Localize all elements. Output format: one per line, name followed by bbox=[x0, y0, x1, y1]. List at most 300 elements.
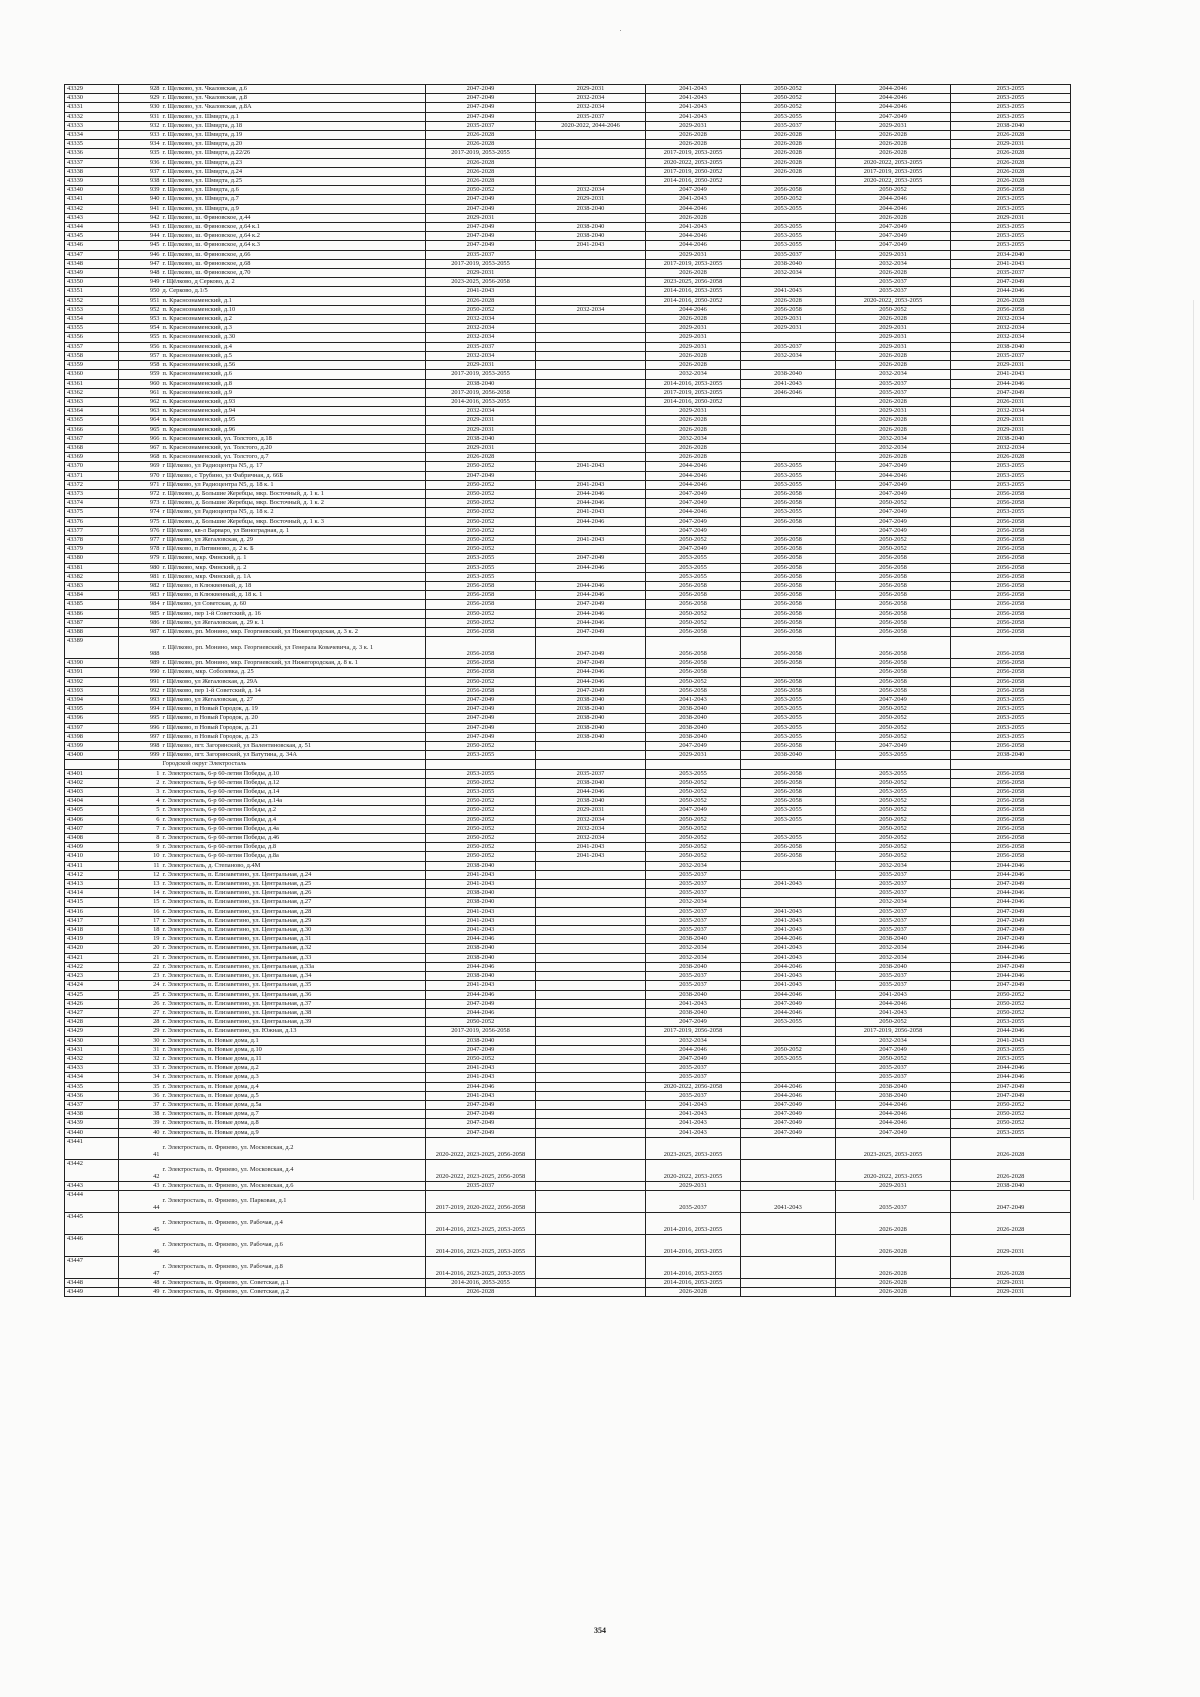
period-5: 2044-2046 bbox=[836, 1119, 951, 1128]
period-2 bbox=[536, 907, 646, 916]
period-6: 2026-2028 bbox=[951, 158, 1071, 167]
period-1: 2041-2043 bbox=[426, 916, 536, 925]
period-1: 2050-2052 bbox=[426, 489, 536, 498]
period-3: 2026-2028 bbox=[646, 315, 741, 324]
period-6: 2056-2058 bbox=[951, 778, 1071, 787]
period-2: 2041-2043 bbox=[536, 852, 646, 861]
period-6: 2056-2058 bbox=[951, 852, 1071, 861]
period-1: 2056-2058 bbox=[426, 686, 536, 695]
period-1: 2041-2043 bbox=[426, 926, 536, 935]
period-3: 2047-2049 bbox=[646, 489, 741, 498]
period-4: 2053-2055 bbox=[741, 815, 836, 824]
row-id: 43344 bbox=[65, 223, 119, 232]
row-address: г. Электросталь, п. Елизаветино, ул. Центральная, д.31 bbox=[161, 935, 426, 944]
period-4: 2035-2037 bbox=[741, 342, 836, 351]
period-1: 2047-2049 bbox=[426, 696, 536, 705]
row-number: 11 bbox=[119, 861, 161, 870]
row-address: п. Краснознаменский, ул. Толстого, д.7 bbox=[161, 453, 426, 462]
row-number: 988 bbox=[119, 637, 161, 659]
period-6: 2026-2028 bbox=[951, 177, 1071, 186]
period-5: 2056-2058 bbox=[836, 637, 951, 659]
period-2: 2038-2040 bbox=[536, 797, 646, 806]
period-6: 2056-2058 bbox=[951, 499, 1071, 508]
period-1: 2014-2016, 2053-2055 bbox=[426, 397, 536, 406]
row-address: г Щёлково, ул Советская, д. 60 bbox=[161, 600, 426, 609]
period-2 bbox=[536, 149, 646, 158]
period-1: 2050-2052 bbox=[426, 1054, 536, 1063]
period-4: 2053-2055 bbox=[741, 112, 836, 121]
row-number: 978 bbox=[119, 545, 161, 554]
period-4: 2053-2055 bbox=[741, 480, 836, 489]
period-5: 2050-2052 bbox=[836, 824, 951, 833]
period-4: 2056-2058 bbox=[741, 852, 836, 861]
period-4 bbox=[741, 453, 836, 462]
period-4: 2056-2058 bbox=[741, 609, 836, 618]
period-1: 2014-2016, 2023-2025, 2053-2055 bbox=[426, 1234, 536, 1256]
row-id: 43427 bbox=[65, 1008, 119, 1017]
period-5: 2050-2052 bbox=[836, 535, 951, 544]
period-6: 2056-2058 bbox=[951, 824, 1071, 833]
table-row bbox=[65, 659, 1071, 668]
period-1: 2050-2052 bbox=[426, 834, 536, 843]
period-1: 2047-2049 bbox=[426, 723, 536, 732]
period-6: 2053-2055 bbox=[951, 1018, 1071, 1027]
period-6: 2056-2058 bbox=[951, 815, 1071, 824]
row-address: г. Электросталь, п. Новые дома, д.8 bbox=[161, 1119, 426, 1128]
row-address: п. Краснознаменский, д.6 bbox=[161, 370, 426, 379]
row-address: г. Щёлково, мкр. Соболевка, д. 25 bbox=[161, 668, 426, 677]
row-number: 945 bbox=[119, 241, 161, 250]
row-number: 32 bbox=[119, 1054, 161, 1063]
period-1: 2029-2031 bbox=[426, 213, 536, 222]
table-row bbox=[65, 1128, 1071, 1137]
period-4: 2026-2028 bbox=[741, 149, 836, 158]
period-6: 2047-2049 bbox=[951, 935, 1071, 944]
row-number: 948 bbox=[119, 269, 161, 278]
period-4 bbox=[741, 889, 836, 898]
period-6: 2056-2058 bbox=[951, 186, 1071, 195]
period-5: 2017-2019, 2056-2058 bbox=[836, 1027, 951, 1036]
period-6: 2056-2058 bbox=[951, 563, 1071, 572]
row-number: 951 bbox=[119, 296, 161, 305]
row-id: 43362 bbox=[65, 388, 119, 397]
period-1: 2047-2049 bbox=[426, 1110, 536, 1119]
period-6: 2053-2055 bbox=[951, 85, 1071, 94]
row-id: 43449 bbox=[65, 1288, 119, 1297]
period-5: 2035-2037 bbox=[836, 926, 951, 935]
period-1: 2041-2043 bbox=[426, 287, 536, 296]
period-4 bbox=[741, 177, 836, 186]
period-2 bbox=[536, 269, 646, 278]
row-address: г Щёлково, ул Жегаловская, д. 29А bbox=[161, 677, 426, 686]
period-3: 2035-2037 bbox=[646, 880, 741, 889]
period-3: 2041-2043 bbox=[646, 696, 741, 705]
period-1: 2047-2049 bbox=[426, 999, 536, 1008]
period-1: 2038-2040 bbox=[426, 434, 536, 443]
period-1: 2041-2043 bbox=[426, 1064, 536, 1073]
row-number: 930 bbox=[119, 103, 161, 112]
period-4: 2053-2055 bbox=[741, 508, 836, 517]
period-5: 2035-2037 bbox=[836, 907, 951, 916]
row-id: 43409 bbox=[65, 843, 119, 852]
period-4: 2056-2058 bbox=[741, 554, 836, 563]
row-address: г. Электросталь, 6-р 60-летия Победы, д.12 bbox=[161, 778, 426, 787]
period-4: 2032-2034 bbox=[741, 351, 836, 360]
table-row bbox=[65, 880, 1071, 889]
period-5: 2026-2028 bbox=[836, 269, 951, 278]
table-row bbox=[65, 935, 1071, 944]
table-row bbox=[65, 686, 1071, 695]
period-5: 2053-2055 bbox=[836, 769, 951, 778]
table-row bbox=[65, 1054, 1071, 1063]
period-5: 2038-2040 bbox=[836, 935, 951, 944]
table-row bbox=[65, 834, 1071, 843]
period-5: 2029-2031 bbox=[836, 250, 951, 259]
period-1: 2056-2058 bbox=[426, 668, 536, 677]
period-6: 2056-2058 bbox=[951, 659, 1071, 668]
period-6: 2056-2058 bbox=[951, 535, 1071, 544]
period-3: 2047-2049 bbox=[646, 545, 741, 554]
period-2: 2044-2046 bbox=[536, 517, 646, 526]
table-row bbox=[65, 797, 1071, 806]
period-3: 2014-2016, 2050-2052 bbox=[646, 397, 741, 406]
table-row bbox=[65, 981, 1071, 990]
row-id: 43434 bbox=[65, 1073, 119, 1082]
period-3: 2053-2055 bbox=[646, 572, 741, 581]
period-1: 2050-2052 bbox=[426, 852, 536, 861]
row-address: г. Электросталь, п. Новые дома, д.11 bbox=[161, 1054, 426, 1063]
table-row bbox=[65, 499, 1071, 508]
row-number: 43 bbox=[119, 1181, 161, 1190]
row-address: г. Щелково, ул. Шмидта, д.18 bbox=[161, 121, 426, 130]
row-number: 986 bbox=[119, 618, 161, 627]
period-6: 2053-2055 bbox=[951, 112, 1071, 121]
period-5: 2029-2031 bbox=[836, 324, 951, 333]
row-number: 970 bbox=[119, 471, 161, 480]
period-2: 2038-2040 bbox=[536, 204, 646, 213]
row-number: 1 bbox=[119, 769, 161, 778]
period-4: 2041-2043 bbox=[741, 944, 836, 953]
period-5: 2020-2022, 2053-2055 bbox=[836, 177, 951, 186]
row-number: 952 bbox=[119, 305, 161, 314]
period-2: 2029-2031 bbox=[536, 806, 646, 815]
row-number: 980 bbox=[119, 563, 161, 572]
table-row bbox=[65, 916, 1071, 925]
row-id: 43404 bbox=[65, 797, 119, 806]
table-row bbox=[65, 278, 1071, 287]
row-address: г. Щёлково, мкр. Финский, д. 1А bbox=[161, 572, 426, 581]
table-row bbox=[65, 223, 1071, 232]
period-5: 2035-2037 bbox=[836, 379, 951, 388]
row-id: 43380 bbox=[65, 554, 119, 563]
period-3: 2014-2016, 2053-2055 bbox=[646, 1212, 741, 1234]
period-3: 2017-2019, 2053-2055 bbox=[646, 149, 741, 158]
row-address: г. Электросталь, 6-р 60-летия Победы, д.8а bbox=[161, 852, 426, 861]
row-number: 933 bbox=[119, 131, 161, 140]
period-6: 2038-2040 bbox=[951, 1181, 1071, 1190]
period-3: 2047-2049 bbox=[646, 1018, 741, 1027]
period-5: 2050-2052 bbox=[836, 778, 951, 787]
row-number: 934 bbox=[119, 140, 161, 149]
period-1: 2038-2040 bbox=[426, 861, 536, 870]
row-id: 43366 bbox=[65, 425, 119, 434]
period-4: 2041-2043 bbox=[741, 953, 836, 962]
table-row bbox=[65, 324, 1071, 333]
row-number: 969 bbox=[119, 462, 161, 471]
period-3: 2023-2025, 2056-2058 bbox=[646, 278, 741, 287]
period-4: 2053-2055 bbox=[741, 223, 836, 232]
period-2: 2044-2046 bbox=[536, 489, 646, 498]
period-3: 2050-2052 bbox=[646, 778, 741, 787]
period-2: 2044-2046 bbox=[536, 668, 646, 677]
row-address: г. Электросталь, п. Фрязево, ул. Рабочая, д.4 bbox=[161, 1212, 426, 1234]
period-3: 2041-2043 bbox=[646, 195, 741, 204]
row-number: 971 bbox=[119, 480, 161, 489]
period-1: 2017-2019, 2020-2022, 2056-2058 bbox=[426, 1190, 536, 1212]
row-address: г Щёлково, пгт. Загорянский, ул Валентиновская, д. 51 bbox=[161, 742, 426, 751]
period-3: 2026-2028 bbox=[646, 213, 741, 222]
row-id: 43391 bbox=[65, 668, 119, 677]
period-5: 2026-2028 bbox=[836, 1234, 951, 1256]
period-3: 2035-2037 bbox=[646, 870, 741, 879]
row-address: г Щёлково, с Трубино, ул Фабричная, д. 66Б bbox=[161, 471, 426, 480]
row-id: 43364 bbox=[65, 407, 119, 416]
row-address: п. Краснознаменский, д.56 bbox=[161, 361, 426, 370]
period-5: 2035-2037 bbox=[836, 1073, 951, 1082]
period-6: 2056-2058 bbox=[951, 526, 1071, 535]
period-6: 2053-2055 bbox=[951, 508, 1071, 517]
period-4: 2056-2058 bbox=[741, 600, 836, 609]
period-1: 2014-2016, 2053-2055 bbox=[426, 1278, 536, 1287]
period-6: 2044-2046 bbox=[951, 287, 1071, 296]
row-id: 43368 bbox=[65, 443, 119, 452]
table-row bbox=[65, 627, 1071, 636]
period-4: 2056-2058 bbox=[741, 305, 836, 314]
period-2 bbox=[536, 572, 646, 581]
period-6: 2032-2034 bbox=[951, 324, 1071, 333]
period-5: 2038-2040 bbox=[836, 1082, 951, 1091]
period-5: 2035-2037 bbox=[836, 972, 951, 981]
period-1: 2026-2028 bbox=[426, 140, 536, 149]
table-row bbox=[65, 1181, 1071, 1190]
period-2: 2032-2034 bbox=[536, 834, 646, 843]
period-2 bbox=[536, 1190, 646, 1212]
table-row bbox=[65, 351, 1071, 360]
row-address: г. Щёлково, рп. Монино, мкр. Георгиевский, ул Генерала Ковачевича, д. 3 к. 1 bbox=[161, 637, 426, 659]
period-3: 2032-2034 bbox=[646, 1036, 741, 1045]
table-row bbox=[65, 462, 1071, 471]
period-3: 2026-2028 bbox=[646, 131, 741, 140]
period-3: 2014-2016, 2053-2055 bbox=[646, 379, 741, 388]
period-1: 2038-2040 bbox=[426, 953, 536, 962]
period-3: 2038-2040 bbox=[646, 732, 741, 741]
period-6: 2056-2058 bbox=[951, 668, 1071, 677]
period-4: 2053-2055 bbox=[741, 232, 836, 241]
period-3: 2020-2022, 2053-2055 bbox=[646, 1159, 741, 1181]
row-id: 43436 bbox=[65, 1091, 119, 1100]
period-3: 2026-2028 bbox=[646, 425, 741, 434]
period-2 bbox=[536, 999, 646, 1008]
row-id: 43387 bbox=[65, 618, 119, 627]
period-6: 2053-2055 bbox=[951, 204, 1071, 213]
period-4: 2047-2049 bbox=[741, 1128, 836, 1137]
period-1: 2029-2031 bbox=[426, 361, 536, 370]
row-number: 950 bbox=[119, 287, 161, 296]
period-4: 2056-2058 bbox=[741, 778, 836, 787]
row-address: п. Краснознаменский, д.10 bbox=[161, 305, 426, 314]
table-row bbox=[65, 926, 1071, 935]
row-number: 24 bbox=[119, 981, 161, 990]
period-4 bbox=[741, 526, 836, 535]
row-id: 43329 bbox=[65, 85, 119, 94]
row-address: г. Электросталь, п. Фрязево, ул. Советская, д.2 bbox=[161, 1288, 426, 1297]
row-number: 48 bbox=[119, 1278, 161, 1287]
row-address: г. Электросталь, п. Новые дома, д.4 bbox=[161, 1082, 426, 1091]
period-2: 2029-2031 bbox=[536, 85, 646, 94]
period-2: 2047-2049 bbox=[536, 686, 646, 695]
period-6: 2053-2055 bbox=[951, 1045, 1071, 1054]
period-3: 2026-2028 bbox=[646, 140, 741, 149]
period-1: 2014-2016, 2023-2025, 2053-2055 bbox=[426, 1212, 536, 1234]
period-4 bbox=[741, 1137, 836, 1159]
period-2 bbox=[536, 250, 646, 259]
period-3: 2050-2052 bbox=[646, 834, 741, 843]
period-2 bbox=[536, 1036, 646, 1045]
period-6: 2026-2028 bbox=[951, 1256, 1071, 1278]
row-id: 43361 bbox=[65, 379, 119, 388]
period-6: 2026-2031 bbox=[951, 397, 1071, 406]
period-5: 2047-2049 bbox=[836, 489, 951, 498]
period-4: 2044-2046 bbox=[741, 962, 836, 971]
table-row bbox=[65, 600, 1071, 609]
period-6: 2044-2046 bbox=[951, 861, 1071, 870]
row-address: г. Щёлково, рп. Монино, мкр. Георгиевский, ул Нижегородская, д. 3 к. 2 bbox=[161, 627, 426, 636]
row-address: д. Серково, д.1/5 bbox=[161, 287, 426, 296]
period-2 bbox=[536, 315, 646, 324]
row-id: 43354 bbox=[65, 315, 119, 324]
period-5: 2035-2037 bbox=[836, 1190, 951, 1212]
period-1: 2053-2055 bbox=[426, 572, 536, 581]
period-6: 2053-2055 bbox=[951, 223, 1071, 232]
period-4: 2041-2043 bbox=[741, 916, 836, 925]
row-number: 941 bbox=[119, 204, 161, 213]
table-row bbox=[65, 149, 1071, 158]
row-number: 30 bbox=[119, 1036, 161, 1045]
period-1: 2026-2028 bbox=[426, 158, 536, 167]
row-address: г. Щёлково, мкр. Финский, д. 1 bbox=[161, 554, 426, 563]
row-address: г. Щелково, ул. Шмидта, д.24 bbox=[161, 167, 426, 176]
period-1: 2056-2058 bbox=[426, 637, 536, 659]
period-2 bbox=[536, 1119, 646, 1128]
table-row bbox=[65, 305, 1071, 314]
table-row bbox=[65, 944, 1071, 953]
period-4: 2032-2034 bbox=[741, 269, 836, 278]
period-5: 2047-2049 bbox=[836, 1045, 951, 1054]
period-4: 2056-2058 bbox=[741, 788, 836, 797]
row-number: 16 bbox=[119, 907, 161, 916]
period-3: 2017-2019, 2056-2058 bbox=[646, 1027, 741, 1036]
row-id: 43348 bbox=[65, 259, 119, 268]
period-2: 2035-2037 bbox=[536, 112, 646, 121]
row-address: г Щёлково, п Новый Городок, д. 23 bbox=[161, 732, 426, 741]
row-number: 954 bbox=[119, 324, 161, 333]
period-1: 2053-2055 bbox=[426, 554, 536, 563]
period-1: 2047-2049 bbox=[426, 85, 536, 94]
period-2 bbox=[536, 167, 646, 176]
row-number: 996 bbox=[119, 723, 161, 732]
row-address: г. Электросталь, п. Фрязево, ул. Советская, д.1 bbox=[161, 1278, 426, 1287]
period-5: 2029-2031 bbox=[836, 121, 951, 130]
period-4 bbox=[741, 278, 836, 287]
row-address: г. Электросталь, п. Елизаветино, ул. Центральная, д.32 bbox=[161, 944, 426, 953]
period-4: 2035-2037 bbox=[741, 121, 836, 130]
table-row bbox=[65, 443, 1071, 452]
period-1: 2056-2058 bbox=[426, 581, 536, 590]
period-4 bbox=[741, 443, 836, 452]
period-6: 2047-2049 bbox=[951, 1190, 1071, 1212]
row-id: 43438 bbox=[65, 1110, 119, 1119]
period-6: 2053-2055 bbox=[951, 723, 1071, 732]
period-5: 2044-2046 bbox=[836, 103, 951, 112]
row-address: г. Электросталь, п. Фрязево, ул. Московская, д.4 bbox=[161, 1159, 426, 1181]
period-3: 2056-2058 bbox=[646, 581, 741, 590]
period-3: 2032-2034 bbox=[646, 370, 741, 379]
row-number: 931 bbox=[119, 112, 161, 121]
table-row bbox=[65, 508, 1071, 517]
period-6: 2053-2055 bbox=[951, 241, 1071, 250]
period-5: 2026-2028 bbox=[836, 315, 951, 324]
row-address: г. Электросталь, 6-р 60-летия Победы, д.46 bbox=[161, 834, 426, 843]
row-number: 13 bbox=[119, 880, 161, 889]
period-2: 2038-2040 bbox=[536, 232, 646, 241]
row-id: 43341 bbox=[65, 195, 119, 204]
period-1: 2056-2058 bbox=[426, 600, 536, 609]
period-4: 2047-2049 bbox=[741, 1100, 836, 1109]
period-2 bbox=[536, 1073, 646, 1082]
period-3: 2056-2058 bbox=[646, 659, 741, 668]
period-4: 2053-2055 bbox=[741, 705, 836, 714]
period-6: 2044-2046 bbox=[951, 972, 1071, 981]
table-row bbox=[65, 778, 1071, 787]
row-number: 26 bbox=[119, 999, 161, 1008]
period-1: 2047-2049 bbox=[426, 103, 536, 112]
period-5: 2047-2049 bbox=[836, 742, 951, 751]
period-4: 2056-2058 bbox=[741, 591, 836, 600]
period-5: 2056-2058 bbox=[836, 618, 951, 627]
period-5: 2056-2058 bbox=[836, 600, 951, 609]
period-5: 2026-2028 bbox=[836, 149, 951, 158]
row-address: г. Электросталь, п. Новые дома, д.3 bbox=[161, 1073, 426, 1082]
row-address: г. Щелково, ул. Шмидта, д.20 bbox=[161, 140, 426, 149]
row-id: 43379 bbox=[65, 545, 119, 554]
period-3: 2050-2052 bbox=[646, 815, 741, 824]
period-2: 2032-2034 bbox=[536, 186, 646, 195]
period-2: 2038-2040 bbox=[536, 705, 646, 714]
table-row bbox=[65, 972, 1071, 981]
row-address: п. Краснознаменский, д.8 bbox=[161, 379, 426, 388]
period-5: 2050-2052 bbox=[836, 732, 951, 741]
table-row bbox=[65, 517, 1071, 526]
row-address: г. Электросталь, п. Новые дома, д.5 bbox=[161, 1091, 426, 1100]
row-number: 990 bbox=[119, 668, 161, 677]
row-number: 928 bbox=[119, 85, 161, 94]
row-address: п. Краснознаменский, д.95 bbox=[161, 416, 426, 425]
row-address: г. Щелково, ш. Фряновское, д.64 к.1 bbox=[161, 223, 426, 232]
row-number: 4 bbox=[119, 797, 161, 806]
period-5: 2032-2034 bbox=[836, 259, 951, 268]
row-id: 43443 bbox=[65, 1181, 119, 1190]
period-1: 2056-2058 bbox=[426, 659, 536, 668]
